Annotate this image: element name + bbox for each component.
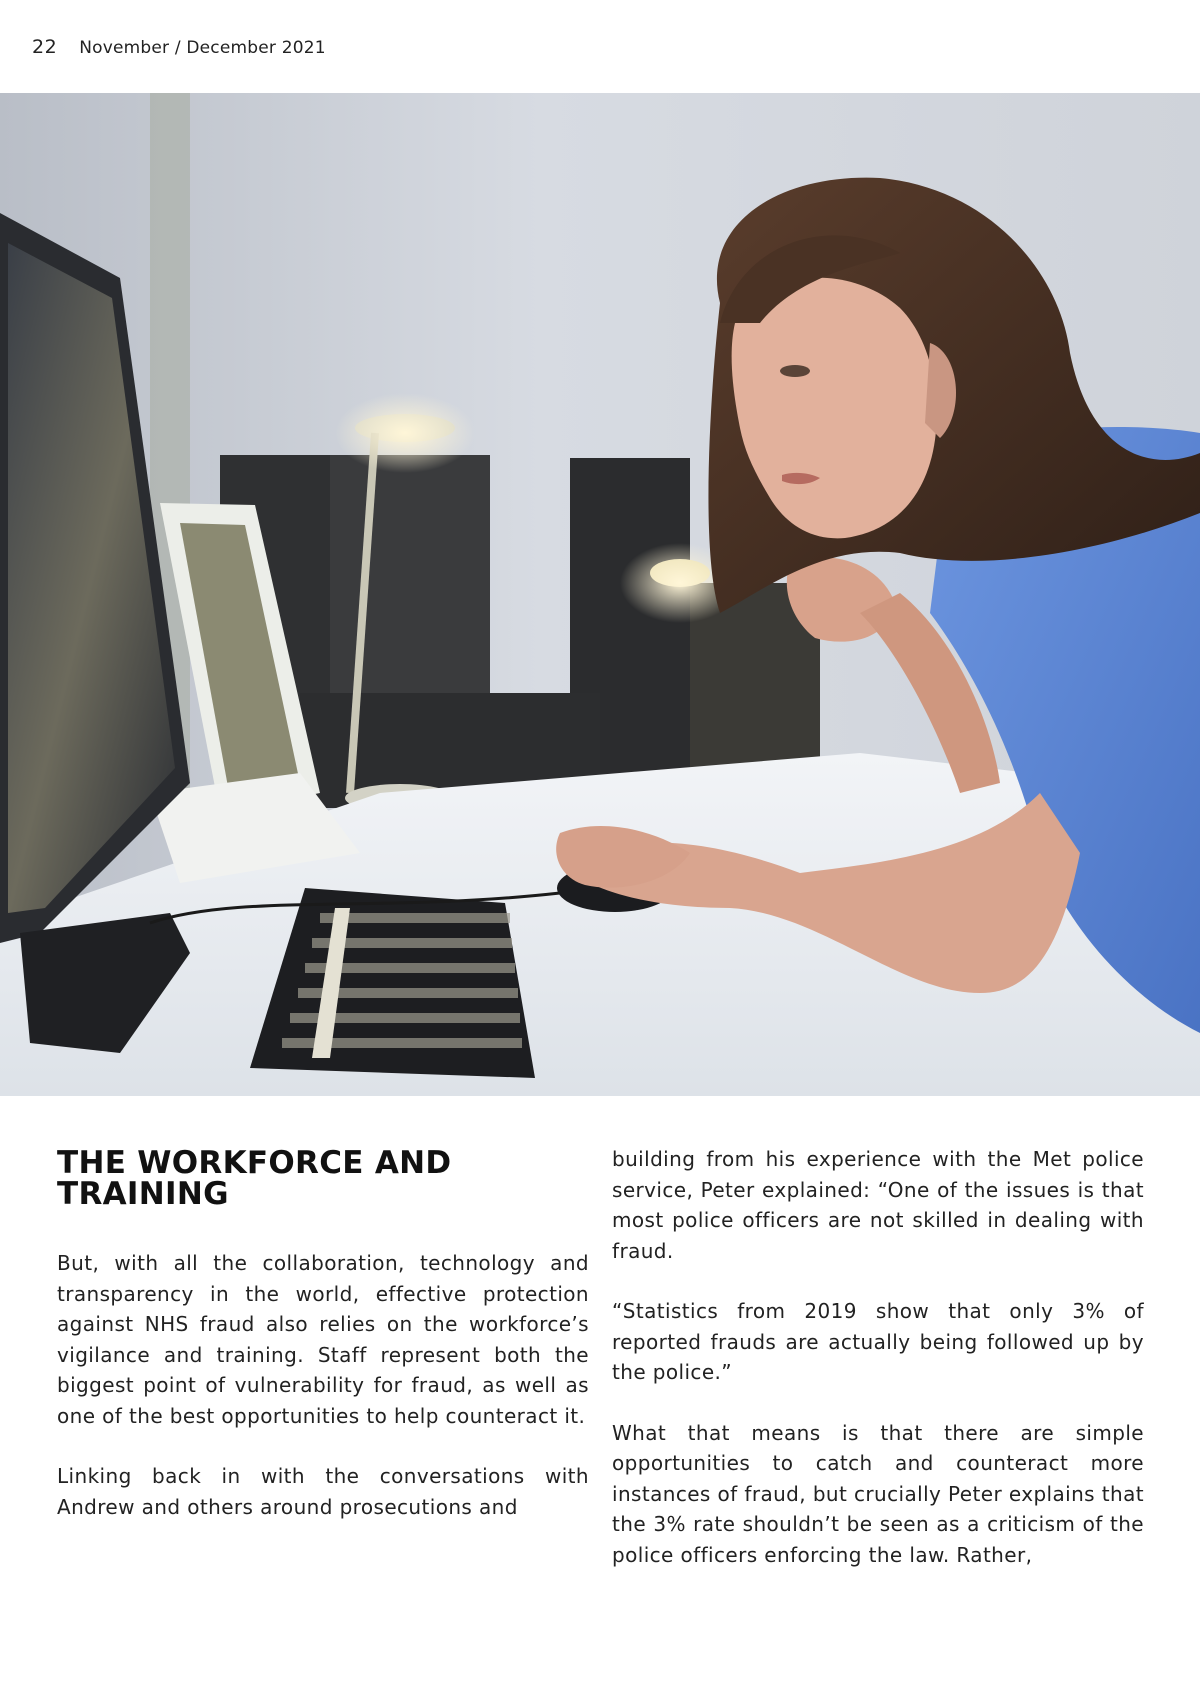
paragraph: But, with all the collaboration, technology and transparency in the world, effective protection against NHS fraud also relies on the workforce’s vigilance and training. Staff represent both the biggest point of vulnerability for fraud, as well as one of the best opportunities to help counteract it.: [57, 1251, 589, 1428]
paragraph: Linking back in with the conversations with Andrew and others around prosecutions and: [57, 1464, 589, 1519]
paragraph: What that means is that there are simple opportunities to catch and counteract more instances of fraud, but crucially Peter explains that the 3% rate shouldn’t be seen as a criticism of the police officers enforcing the law. Rather,: [612, 1420, 1144, 1567]
article-photo: [0, 93, 1200, 1096]
paragraph: building from his experience with the Met police service, Peter explained: “One of the issues is that most police officers are not skilled in dealing with fraud.: [612, 1147, 1144, 1263]
photo-illustration: [0, 93, 1200, 1096]
page-header: [32, 36, 326, 60]
article-column-right: [612, 1144, 1144, 1570]
issue-date: November / December 2021: [79, 38, 326, 58]
section-heading: THE WORKFORCE AND TRAINING: [57, 1145, 452, 1212]
page-number: 22: [32, 36, 58, 58]
paragraph: “Statistics from 2019 show that only 3% of reported frauds are actually being followed up by the police.”: [612, 1299, 1144, 1384]
article-column-left: [57, 1145, 589, 1522]
